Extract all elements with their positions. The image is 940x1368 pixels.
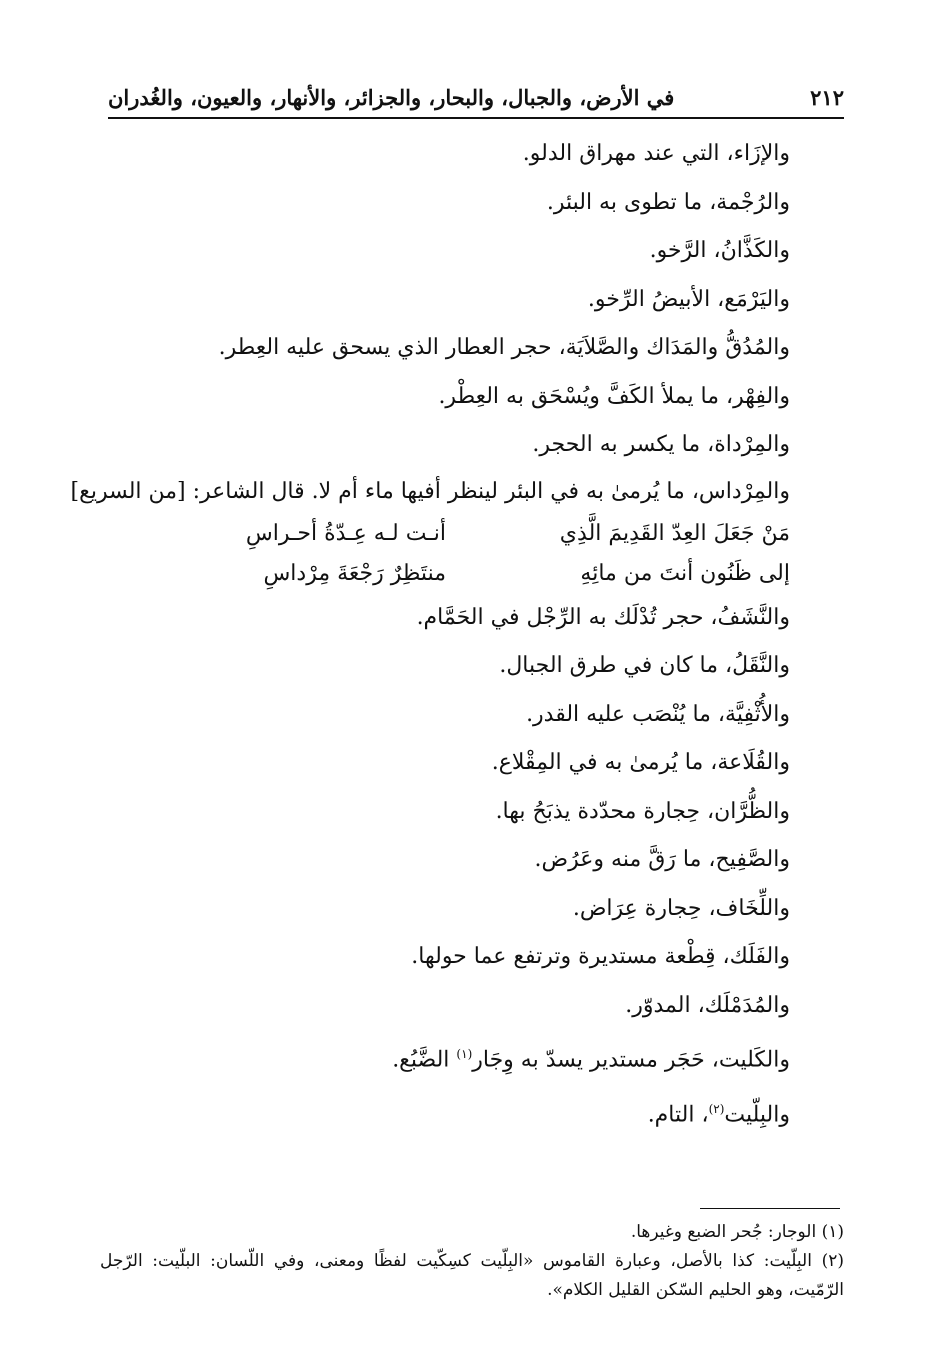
text-line: والكَذَّانُ، الرَّخو. xyxy=(649,238,790,263)
text-segment: والبِلّيت xyxy=(724,1102,790,1128)
text-line: والنَّقَلُ، ما كان في طرق الجبال. xyxy=(499,653,790,678)
footnotes xyxy=(100,1218,844,1305)
header-divider xyxy=(108,117,844,119)
poem-verse xyxy=(108,554,790,594)
text-line: والفَلَك، قِطْعة مستديرة وترتفع عما حولها. xyxy=(411,944,790,969)
text-line: واليَرْمَع، الأبيضُ الرِّخو. xyxy=(587,286,790,312)
footnote-ref[interactable]: (٢) xyxy=(708,1101,725,1116)
text-line xyxy=(108,1085,790,1140)
main-text xyxy=(70,130,790,1140)
running-title: في الأرض، والجبال، والبحار، والجزائر، والأنهار، والعيون، والغُدران xyxy=(108,85,675,110)
text-line: والمُدُقُّ والمَدَاك والصَّلاَيَة، حجر العطار الذي يسحق عليه العِطر. xyxy=(218,335,790,360)
text-line: والمُدَمْلَك، المدوّر. xyxy=(625,992,790,1018)
text-line: والقُلَاعة، ما يُرمىٰ به في المِقْلاع. xyxy=(491,750,790,775)
text-line: والإزَاء، التي عند مهراق الدلو. xyxy=(522,141,790,166)
footnote: (٢) البِلّيت: كذا بالأصل، وعبارة القاموس «البِلّيت كسِكّيت لفظًا ومعنى، وفي اللّسان: البلّيت: الرّجل الرّمّيت، وهو الحليم السّكن القليل الكلام». xyxy=(100,1251,844,1300)
text-line xyxy=(108,1030,790,1085)
text-segment: الضَّبُع. xyxy=(392,1047,457,1073)
text-line: والصَّفِيح، ما رَقَّ منه وعَرُض. xyxy=(534,847,790,872)
footnote-ref[interactable]: (١) xyxy=(456,1047,473,1061)
text-segment: ، التام. xyxy=(647,1102,709,1128)
text-line: والنَّشَفُ، حجر تُدْلَك به الرِّجْل في الحَمَّام. xyxy=(416,604,790,630)
text-segment: والكَليت، حَجَر مستدير يسدّ به وِجَار xyxy=(472,1047,790,1073)
poem-verse xyxy=(108,514,790,554)
text-line: والأُثْفِيَّة، ما يُنْصَب عليه القدر. xyxy=(526,701,790,727)
footnote-divider xyxy=(700,1208,840,1209)
page-header xyxy=(108,70,844,110)
text-line: والظُّرَّان، حِجارة محدّدة يذبَحُ بها. xyxy=(495,798,790,824)
mirdas-paragraph: والمِرْداس، ما يُرمىٰ به في البئر لينظر أفيها ماء أم لا. قال الشاعر: [من السريع] xyxy=(70,478,790,504)
verse-hemistich: مَنْ جَعَلَ العِدّ القَدِيمَ الَّذِي xyxy=(559,520,790,546)
text-line: والرُجْمة، ما تطوى به البئر. xyxy=(546,189,790,215)
text-line: والمِرْداة، ما يكسر به الحجر. xyxy=(532,432,790,457)
text-line: واللِّخَاف، حِجارة عِرَاض. xyxy=(572,895,790,921)
verse-hemistich: إلى ظَنُون أنتَ من مائِهِ xyxy=(580,560,790,586)
page-number: ٢١٢ xyxy=(810,85,844,110)
text-line: والفِهْر، ما يملأ الكَفَّ ويُسْحَق به العِطْر. xyxy=(438,383,790,409)
verse-hemistich: أنـت لـه عِـدّةُ أحـراسِ xyxy=(245,520,446,546)
verse-hemistich: منتَظِرٌ رَجْعَةَ مِرْداسِ xyxy=(263,560,446,586)
footnote: (١) الوجار: جُحر الضبع وغيرها. xyxy=(630,1222,844,1242)
